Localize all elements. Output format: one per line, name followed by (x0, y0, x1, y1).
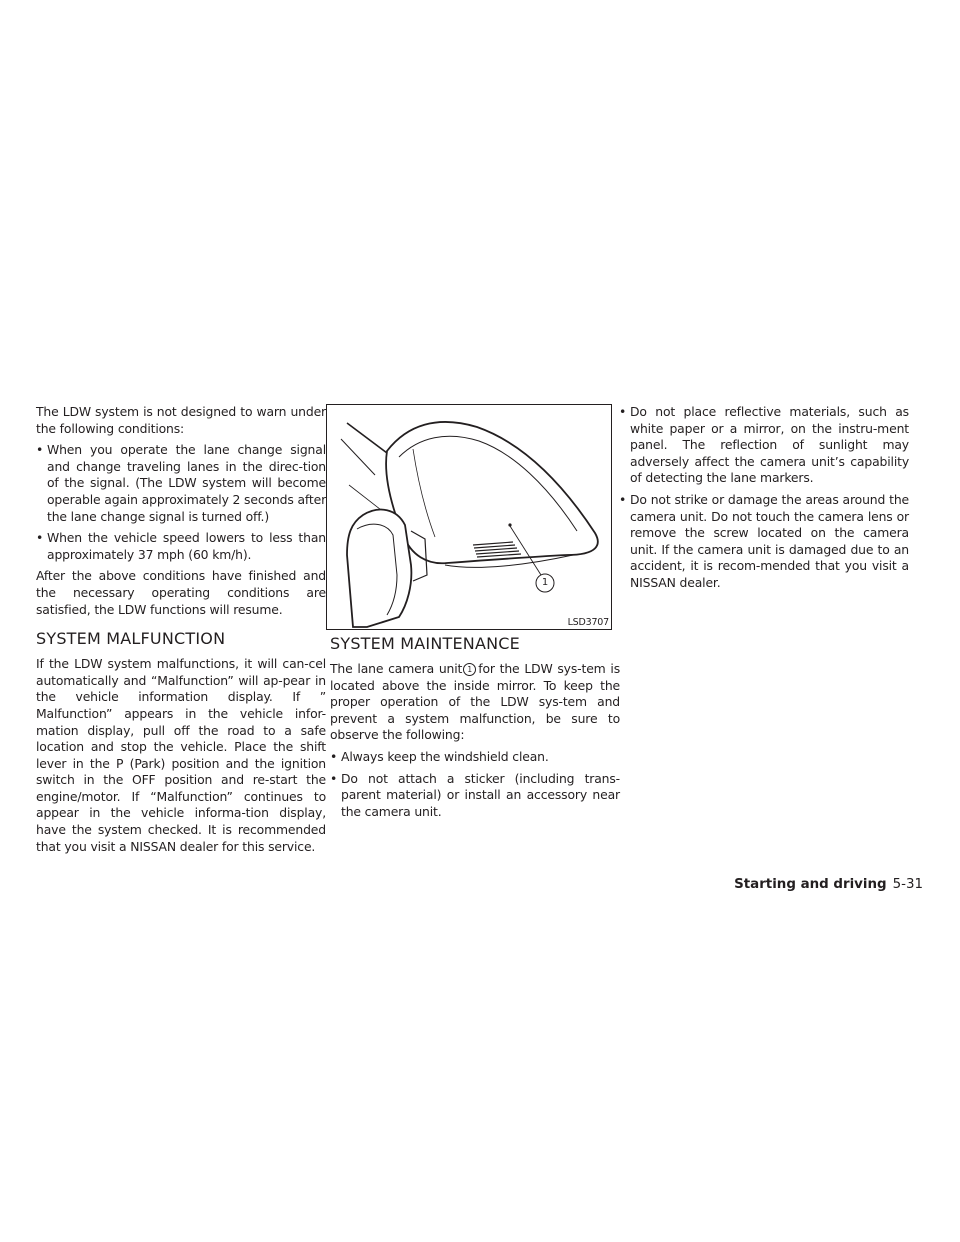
list-item: • Always keep the windshield clean. (330, 748, 549, 764)
maintenance-list (330, 749, 620, 820)
bullet-icon: • (619, 491, 627, 507)
camera-illustration (327, 405, 611, 629)
figure-code: LSD3707 (567, 617, 609, 628)
bullet-icon: • (330, 748, 338, 764)
resume-paragraph: After the above conditions have finished and the necessary operating conditions are satisfied, the LDW functions will resume. (36, 568, 326, 617)
callout-1-icon: 1 (463, 663, 476, 676)
maintenance-paragraph: The lane camera unit 1 for the LDW sys-tem is located above the inside mirror. To keep the proper operation of the LDW sys-tem and prevent a system malfunction, be sure to observe the following: (330, 661, 621, 743)
page-number: 5-31 (892, 877, 923, 892)
column-middle (330, 634, 620, 825)
column-left (36, 404, 326, 860)
camera-unit-figure (326, 404, 612, 630)
list-item: • Do not attach a sticker (including trans-parent material) or install an accessory near the camera unit. (330, 770, 620, 819)
section-title: Starting and driving (734, 877, 887, 892)
malfunction-paragraph: If the LDW system malfunctions, it will can-cel automatically and “Malfunction” will ap-pear in the vehicle information display. If ” Malfunction” appears in the vehicle infor-mation display, pull off the road to a safe location and stop the vehicle. Place the shift lever in the P (Park) position and the ignition switch in the OFF position and re-start the engine/motor. If “Malfunction” continues to appear in the vehicle informa-tion display, have the system checked. It is recommended that you visit a NISSAN dealer for this service. (36, 656, 326, 854)
column-right (619, 404, 909, 597)
bullet-icon: • (36, 442, 44, 458)
list-item: • Do not strike or damage the areas around the camera unit. Do not touch the camera lens or remove the screw located on the camera unit. If the camera unit is damaged due to an accident, it is recom-mended that you visit a NISSAN dealer. (619, 491, 909, 590)
bullet-icon: • (619, 404, 627, 419)
maintenance-heading: SYSTEM MAINTENANCE (330, 634, 520, 653)
intro-paragraph: The LDW system is not designed to warn under the following conditions: (36, 404, 326, 436)
malfunction-heading: SYSTEM MALFUNCTION (36, 629, 226, 649)
list-item: • When you operate the lane change signal and change traveling lanes in the direc-tion of the signal. (The LDW system will become operable again approximately 2 seconds after the lane change signal is turned off.) (36, 442, 327, 524)
figure-callout-1: 1 (541, 577, 549, 588)
bullet-icon: • (36, 530, 44, 546)
page-footer (734, 876, 923, 894)
conditions-list (36, 442, 326, 563)
caution-list (619, 404, 909, 592)
bullet-icon: • (330, 770, 338, 786)
list-item: • When the vehicle speed lowers to less than approximately 37 mph (60 km/h). (36, 530, 326, 562)
list-item: • Do not place reflective materials, such as white paper or a mirror, on the instru-ment panel. The reflection of sunlight may adversely affect the camera unit’s capability of detecting the lane markers. (619, 404, 909, 486)
